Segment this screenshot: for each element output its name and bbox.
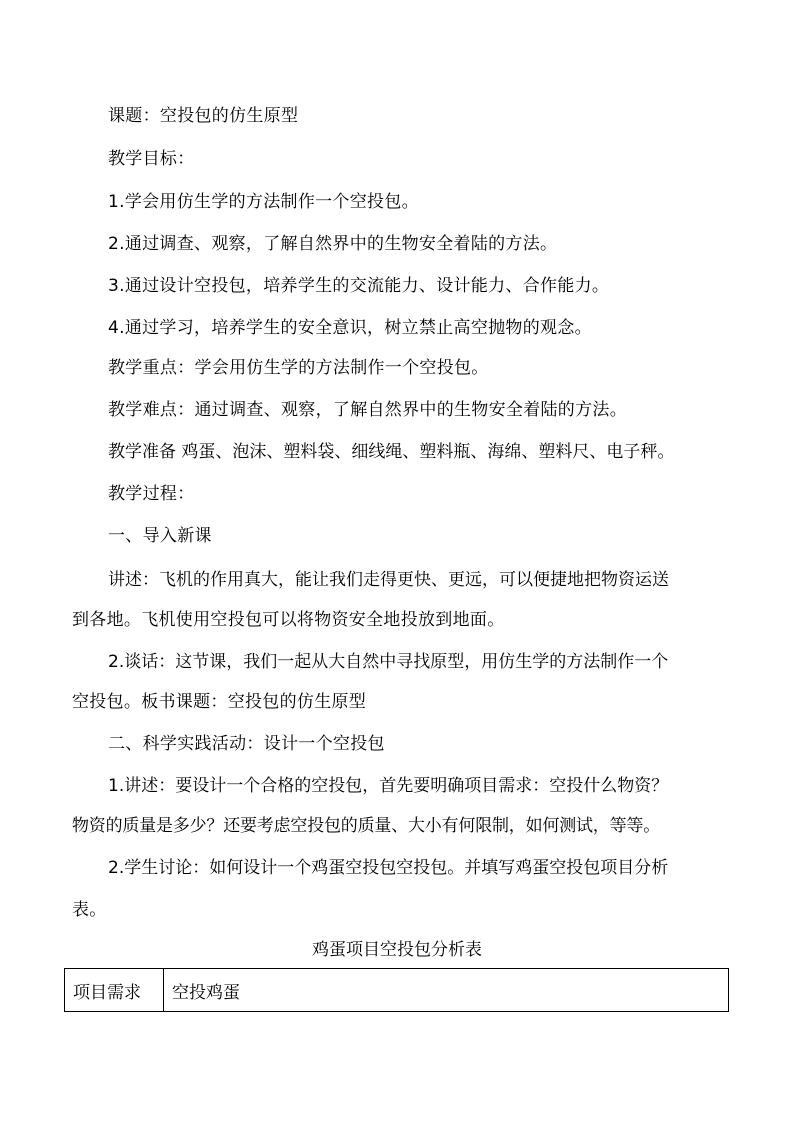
key-point: 教学重点：学会用仿生学的方法制作一个空投包。 bbox=[108, 358, 489, 378]
objective-item: 3.通过设计空投包，培养学生的交流能力、设计能力、合作能力。 bbox=[108, 276, 610, 296]
difficult-point: 教学难点：通过调查、观察，了解自然界中的生物安全着陆的方法。 bbox=[108, 400, 627, 420]
paragraph-line: 到各地。飞机使用空投包可以将物资安全地投放到地面。 bbox=[72, 610, 505, 630]
section-heading: 一、导入新课 bbox=[108, 526, 212, 546]
paragraph-line: 表。 bbox=[72, 900, 107, 920]
table-row-value: 空投鸡蛋 bbox=[164, 969, 729, 1012]
objective-item: 1.学会用仿生学的方法制作一个空投包。 bbox=[108, 192, 419, 212]
preparation: 教学准备 鸡蛋、泡沫、塑料袋、细线绳、塑料瓶、海绵、塑料尺、电子秤。 bbox=[108, 442, 675, 462]
paragraph-line: 2.学生讨论：如何设计一个鸡蛋空投包空投包。并填写鸡蛋空投包项目分析 bbox=[108, 858, 669, 878]
paragraph-line: 讲述：飞机的作用真大，能让我们走得更快、更远，可以便捷地把物资运送 bbox=[108, 570, 669, 590]
table-row-label: 项目需求 bbox=[65, 969, 164, 1012]
section-heading: 二、科学实践活动：设计一个空投包 bbox=[108, 734, 385, 754]
objective-item: 2.通过调查、观察，了解自然界中的生物安全着陆的方法。 bbox=[108, 234, 558, 254]
process-heading: 教学过程： bbox=[108, 484, 195, 504]
objective-item: 4.通过学习，培养学生的安全意识，树立禁止高空抛物的观念。 bbox=[108, 318, 592, 338]
table-row bbox=[65, 969, 729, 1012]
lesson-title: 课题：空投包的仿生原型 bbox=[108, 106, 299, 126]
paragraph-line: 物资的质量是多少？还要考虑空投包的质量、大小有何限制，如何测试，等等。 bbox=[72, 816, 660, 836]
paragraph-line: 2.谈话：这节课，我们一起从大自然中寻找原型，用仿生学的方法制作一个 bbox=[108, 652, 669, 672]
objectives-heading: 教学目标： bbox=[108, 149, 195, 169]
analysis-table bbox=[64, 968, 729, 1012]
paragraph-line: 1.讲述：要设计一个合格的空投包，首先要明确项目需求：空投什么物资？ bbox=[108, 776, 669, 796]
table-caption: 鸡蛋项目空投包分析表 bbox=[312, 940, 482, 960]
paragraph-line: 空投包。板书课题：空投包的仿生原型 bbox=[72, 692, 367, 712]
